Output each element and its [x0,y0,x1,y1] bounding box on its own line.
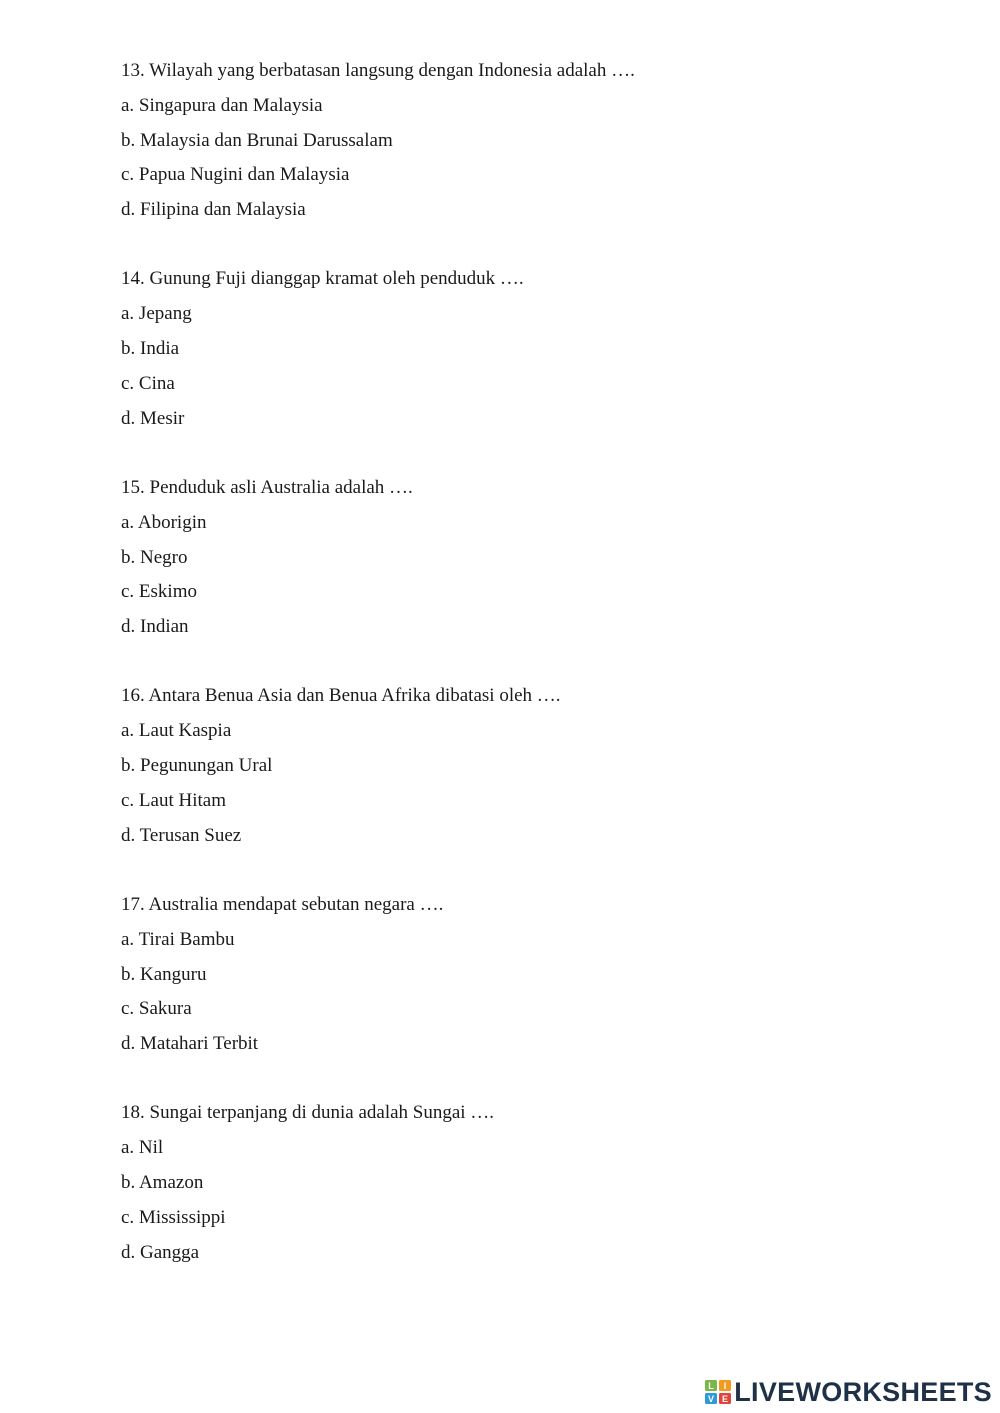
liveworksheets-brand [705,1377,992,1407]
option-a: a. Tirai Bambu [121,928,235,950]
option-d: d. Filipina dan Malaysia [121,199,306,221]
option-b: b. Amazon [121,1172,204,1194]
question-text: 13. Wilayah yang berbatasan langsung dengan Indonesia adalah …. [121,60,635,81]
option-b: b. Kanguru [121,963,207,985]
option-c: c. Laut Hitam [121,789,226,811]
svg-text:L: L [708,1381,715,1391]
question-14 [121,262,941,436]
option-a: a. Singapura dan Malaysia [121,94,323,116]
option-b: b. India [121,338,180,360]
question-text: 16. Antara Benua Asia dan Benua Afrika dibatasi oleh …. [121,685,561,707]
question-text: 18. Sungai terpanjang di dunia adalah Sungai …. [121,1102,495,1124]
liveworksheets-logo-icon [705,1380,731,1404]
option-a: a. Aborigin [121,511,207,533]
question-15 [121,471,941,645]
option-c: c. Mississippi [121,1206,226,1228]
option-a: a. Jepang [121,303,192,325]
svg-text:E: E [722,1394,729,1404]
question-17 [121,888,941,1062]
question-18 [121,1096,941,1270]
option-a: a. Nil [121,1137,164,1159]
brand-name: LIVEWORKSHEETS [734,1376,992,1407]
option-c: c. Cina [121,372,175,394]
option-d: d. Mesir [121,407,185,429]
question-text: 15. Penduduk asli Australia adalah …. [121,476,413,498]
option-c: c. Eskimo [121,581,197,603]
svg-text:I: I [724,1381,727,1391]
option-c: c. Papua Nugini dan Malaysia [121,164,350,186]
option-c: c. Sakura [121,998,192,1020]
option-d: d. Terusan Suez [121,824,242,846]
option-d: d. Gangga [121,1241,200,1263]
worksheet-page [121,54,941,1305]
question-text: 17. Australia mendapat sebutan negara …. [121,893,444,915]
question-13 [121,54,941,228]
option-b: b. Negro [121,546,188,568]
option-b: b. Malaysia dan Brunai Darussalam [121,129,393,151]
question-16 [121,679,941,853]
option-b: b. Pegunungan Ural [121,755,273,777]
option-a: a. Laut Kaspia [121,720,232,742]
option-d: d. Matahari Terbit [121,1033,259,1055]
option-d: d. Indian [121,616,189,638]
svg-text:V: V [708,1394,715,1404]
question-text: 14. Gunung Fuji dianggap kramat oleh penduduk …. [121,268,524,290]
